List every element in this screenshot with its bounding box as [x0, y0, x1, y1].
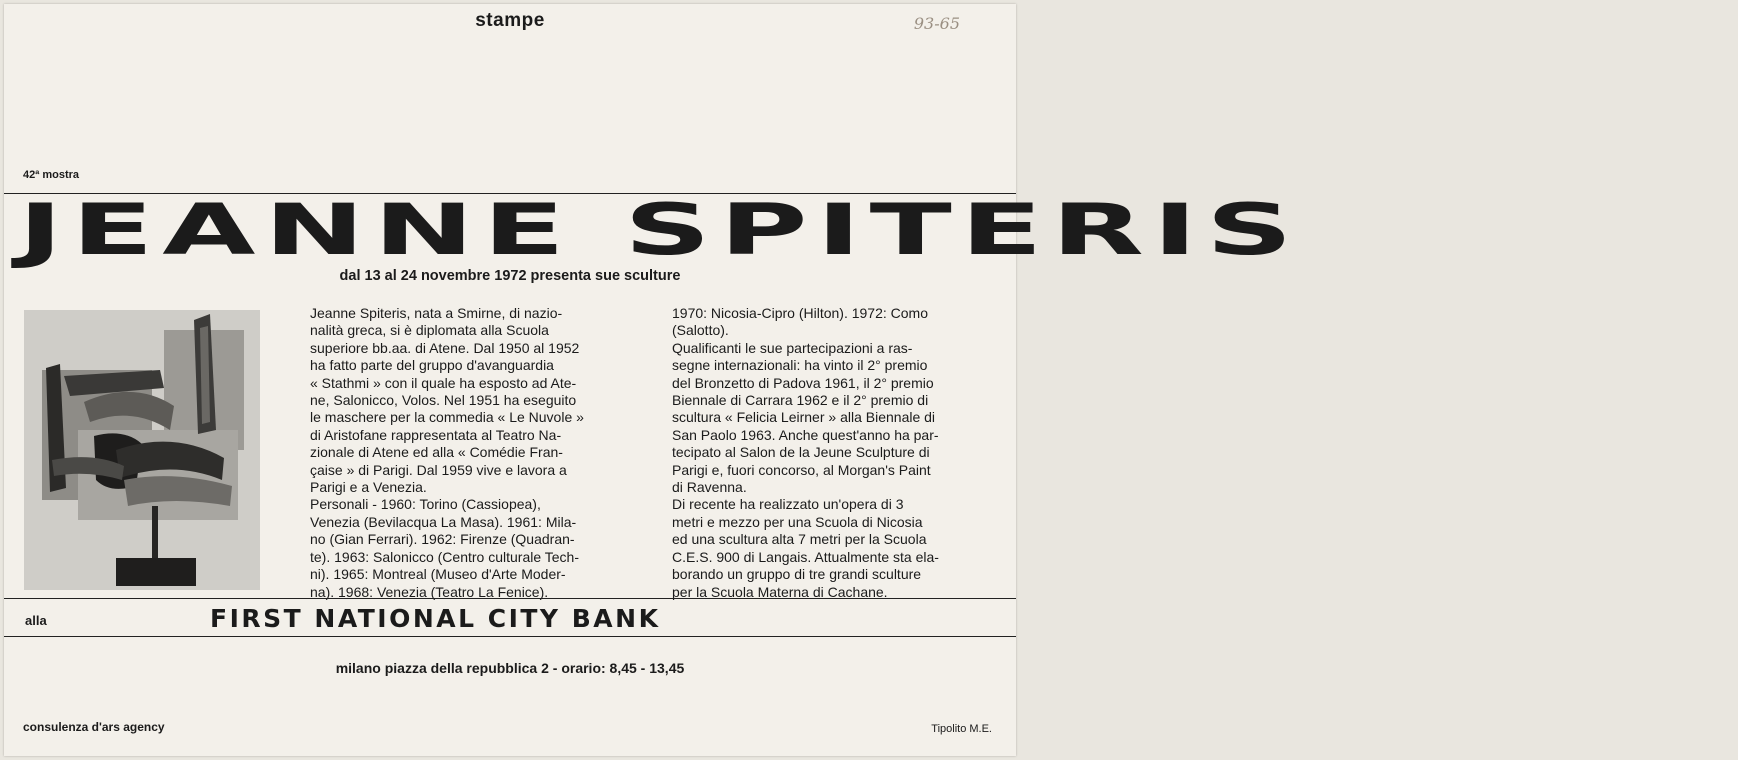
biography-column-1: Jeanne Spiteris, nata a Smirne, di nazio- nalità greca, si è diplomata alla Scuola superiore bb.aa. di Atene. Dal 1950 al 1952 ha fatto parte del gruppo d'avanguardia « Stathmi » con il quale ha esposto ad Ate- ne, Salonicco, Volos. Nel 1951 ha eseguito le maschere per la commedia « Le Nuvole » di Aristofane rappresentata al Teatro Na- zionale di Atene ed alla « Comédie Fran- çaise » di Parigi. Dal 1959 vive e lavora a Parigi e a Venezia. Personali - 1960: Torino (Cassiopea), Venezia (Bevilacqua La Masa). 1961: Mila- no (Gian Ferrari). 1962: Firenze (Quadran- te). 1963: Salonicco (Centro culturale Tech- ni). 1965: Montreal (Museo d'Arte Moder- na). 1968: Venezia (Teatro La Fenice). — [310, 305, 584, 600]
divider-venue-bottom — [4, 636, 1016, 637]
sculpture-image-icon — [24, 310, 260, 590]
exhibition-dates: dal 13 al 24 novembre 1972 presenta sue sculture — [339, 268, 681, 284]
venue-prefix: alla — [25, 613, 47, 628]
archive-handwritten-mark: 93-65 — [913, 14, 960, 33]
divider-venue-top — [4, 598, 1016, 599]
agency-credit: consulenza d'ars agency — [23, 720, 165, 734]
section-label: stampe — [475, 10, 545, 31]
venue-name: FIRST NATIONAL CITY BANK — [210, 604, 661, 633]
biography-column-2: 1970: Nicosia-Cipro (Hilton). 1972: Como (Salotto). Qualificanti le sue partecipazioni a ras- segne internazionali: ha vinto il 2° premio del Bronzetto di Padova 1961, il 2° premio Biennale di Carrara 1962 e il 2° premio di scultura « Felicia Leirner » alla Biennale di San Paolo 1963. Anche quest'anno ha par- tecipato al Salon de la Jeune Sculpture di Parigi e, fuori concorso, al Morgan's Paint di Ravenna. Di recente ha realizzato un'opera di 3 metri e mezzo per una Scuola di Nicosia ed una scultura alta 7 metri per la Scuola C.E.S. 900 di Langais. Attualmente sta ela- borando un gruppo di tre grandi sculture per la Scuola Materna di Cachane. — [672, 305, 939, 600]
artist-name-title: JEANNE SPITERIS — [18, 189, 1302, 271]
sculpture-photo — [24, 310, 260, 590]
venue-address-hours: milano piazza della repubblica 2 - orario: 8,45 - 13,45 — [335, 660, 685, 676]
poster-sheet — [4, 4, 1302, 756]
printer-credit: Tipolito M.E. — [931, 723, 992, 735]
exhibition-number: 42ª mostra — [23, 169, 80, 181]
